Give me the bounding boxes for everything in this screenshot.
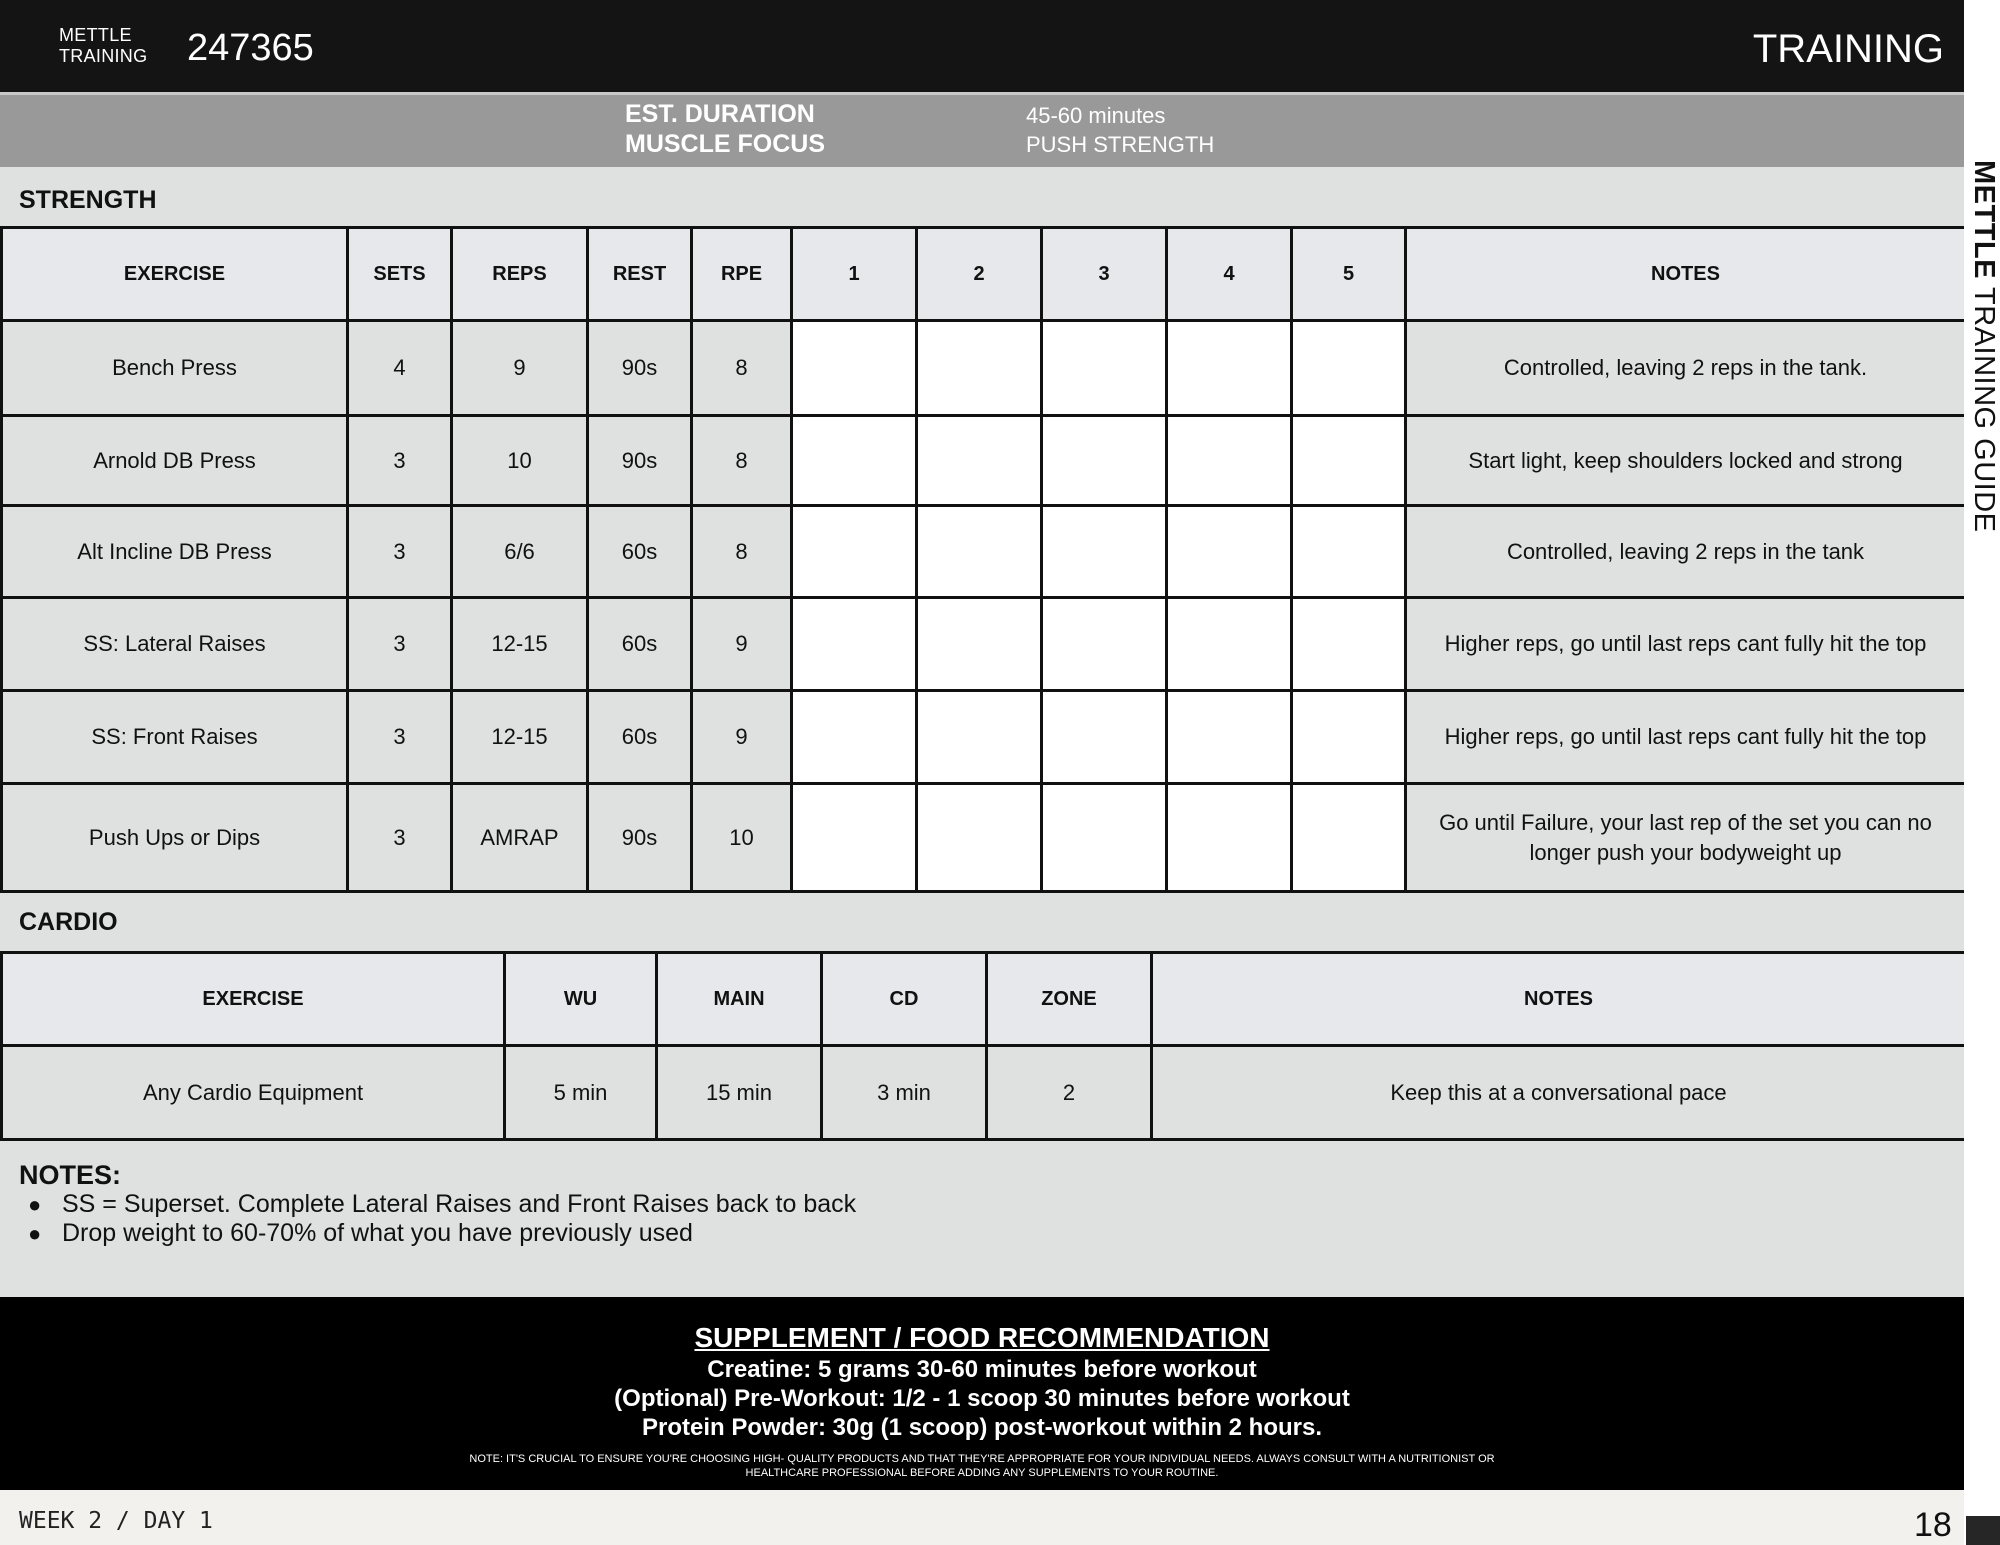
sets-value: 4 (348, 321, 452, 416)
supplement-title: SUPPLEMENT / FOOD RECOMMENDATION (694, 1322, 1270, 1353)
exercise-name: Bench Press (2, 321, 348, 416)
set-log-cell[interactable] (792, 416, 917, 506)
exercise-name: Any Cardio Equipment (2, 1046, 505, 1140)
info-bar (0, 95, 1964, 167)
col-notes: NOTES (1406, 228, 1966, 321)
set-log-cell[interactable] (1167, 691, 1292, 784)
exercise-notes: Go until Failure, your last rep of the set you can no longer push your bodyweight up (1406, 784, 1966, 892)
exercise-notes: Controlled, leaving 2 reps in the tank. (1406, 321, 1966, 416)
set-log-cell[interactable] (1292, 416, 1406, 506)
strength-section-title: STRENGTH (19, 186, 157, 214)
main-value: 15 min (657, 1046, 822, 1140)
table-row (2, 416, 1966, 506)
exercise-name: SS: Lateral Raises (2, 598, 348, 691)
cardio-section-title: CARDIO (19, 908, 118, 936)
brand-line-2: TRAINING (59, 46, 148, 66)
col-rpe: RPE (692, 228, 792, 321)
col-main: MAIN (657, 953, 822, 1046)
strength-header-row (2, 228, 1966, 321)
zone-value: 2 (987, 1046, 1152, 1140)
set-log-cell[interactable] (1167, 416, 1292, 506)
rpe-value: 9 (692, 691, 792, 784)
wu-value: 5 min (505, 1046, 657, 1140)
set-log-cell[interactable] (1042, 598, 1167, 691)
col-set-2: 2 (917, 228, 1042, 321)
page-number: 18 (1914, 1506, 1952, 1544)
exercise-notes: Start light, keep shoulders locked and strong (1406, 416, 1966, 506)
reps-value: 12-15 (452, 598, 588, 691)
set-log-cell[interactable] (1292, 598, 1406, 691)
exercise-notes: Controlled, leaving 2 reps in the tank (1406, 506, 1966, 598)
set-log-cell[interactable] (917, 321, 1042, 416)
set-log-cell[interactable] (792, 321, 917, 416)
set-log-cell[interactable] (1167, 784, 1292, 892)
col-set-1: 1 (792, 228, 917, 321)
table-row (2, 598, 1966, 691)
sets-value: 3 (348, 691, 452, 784)
col-sets: SETS (348, 228, 452, 321)
brand-line-1: METTLE (59, 25, 132, 45)
set-log-cell[interactable] (1292, 321, 1406, 416)
set-log-cell[interactable] (1042, 691, 1167, 784)
exercise-name: Alt Incline DB Press (2, 506, 348, 598)
sets-value: 3 (348, 784, 452, 892)
set-log-cell[interactable] (1042, 506, 1167, 598)
rest-value: 60s (588, 691, 692, 784)
set-log-cell[interactable] (917, 598, 1042, 691)
reps-value: AMRAP (452, 784, 588, 892)
list-item (28, 1190, 856, 1219)
notes-list (28, 1190, 856, 1248)
rpe-value: 8 (692, 416, 792, 506)
col-cd: CD (822, 953, 987, 1046)
supplement-disclaimer: NOTE: IT'S CRUCIAL TO ENSURE YOU'RE CHOOSING HIGH- QUALITY PRODUCTS AND THAT THEY'RE APPROPRIATE FOR YOUR INDIVIDUAL NEEDS. ALWAYS CONSULT WITH A NUTRITIONIST OR HEALTHCARE PROFESSIONAL BEFORE ADDING ANY SUPPLEMENTS TO YOUR ROUTINE. (469, 1453, 1495, 1479)
rpe-value: 8 (692, 506, 792, 598)
brand-logo (59, 25, 147, 67)
set-log-cell[interactable] (1292, 506, 1406, 598)
rest-value: 90s (588, 416, 692, 506)
rpe-value: 9 (692, 598, 792, 691)
set-log-cell[interactable] (1292, 691, 1406, 784)
program-code: 247365 (187, 27, 314, 69)
col-zone: ZONE (987, 953, 1152, 1046)
table-row (2, 506, 1966, 598)
rest-value: 60s (588, 598, 692, 691)
set-log-cell[interactable] (1042, 321, 1167, 416)
list-item (28, 1219, 856, 1248)
table-row (2, 691, 1966, 784)
set-log-cell[interactable] (792, 784, 917, 892)
reps-value: 9 (452, 321, 588, 416)
side-title-rest: TRAINING GUIDE (1968, 279, 2000, 533)
table-row (2, 784, 1966, 892)
col-exercise: EXERCISE (2, 228, 348, 321)
set-log-cell[interactable] (917, 784, 1042, 892)
rest-value: 90s (588, 784, 692, 892)
strength-table (0, 226, 1967, 893)
rpe-value: 10 (692, 784, 792, 892)
set-log-cell[interactable] (792, 598, 917, 691)
sets-value: 3 (348, 506, 452, 598)
exercise-name: Arnold DB Press (2, 416, 348, 506)
page-marker (1966, 1516, 2000, 1545)
col-exercise: EXERCISE (2, 953, 505, 1046)
note-text: Drop weight to 60-70% of what you have previously used (62, 1219, 693, 1247)
set-log-cell[interactable] (1167, 321, 1292, 416)
exercise-notes: Higher reps, go until last reps cant fully hit the top (1406, 598, 1966, 691)
supplement-line: Protein Powder: 30g (1 scoop) post-workout within 2 hours. (641, 1414, 1323, 1441)
set-log-cell[interactable] (1167, 506, 1292, 598)
set-log-cell[interactable] (792, 506, 917, 598)
header-bar (0, 0, 1964, 92)
focus-label: MUSCLE FOCUS (625, 130, 825, 158)
set-log-cell[interactable] (792, 691, 917, 784)
col-wu: WU (505, 953, 657, 1046)
bullet-icon: ● (28, 1221, 42, 1246)
table-row (2, 1046, 1966, 1140)
duration-value: 45-60 minutes (1026, 103, 1166, 128)
supplement-panel (0, 1297, 1964, 1490)
reps-value: 12-15 (452, 691, 588, 784)
side-title (1967, 160, 2000, 533)
set-log-cell[interactable] (917, 506, 1042, 598)
sets-value: 3 (348, 416, 452, 506)
col-rest: REST (588, 228, 692, 321)
cardio-header-row (2, 953, 1966, 1046)
exercise-name: Push Ups or Dips (2, 784, 348, 892)
supplement-line: (Optional) Pre-Workout: 1/2 - 1 scoop 30 minutes before workout (614, 1385, 1350, 1412)
col-set-4: 4 (1167, 228, 1292, 321)
supplement-line: Creatine: 5 grams 30-60 minutes before workout (707, 1356, 1257, 1383)
set-log-cell[interactable] (917, 416, 1042, 506)
set-log-cell[interactable] (1292, 784, 1406, 892)
sets-value: 3 (348, 598, 452, 691)
col-notes: NOTES (1152, 953, 1966, 1046)
rpe-value: 8 (692, 321, 792, 416)
cd-value: 3 min (822, 1046, 987, 1140)
set-log-cell[interactable] (1167, 598, 1292, 691)
table-row (2, 321, 1966, 416)
set-log-cell[interactable] (1042, 416, 1167, 506)
footer-bar (0, 1490, 1964, 1545)
cardio-table (0, 951, 1967, 1141)
set-log-cell[interactable] (1042, 784, 1167, 892)
col-set-5: 5 (1292, 228, 1406, 321)
week-day-label: WEEK 2 / DAY 1 (19, 1508, 213, 1534)
set-log-cell[interactable] (917, 691, 1042, 784)
rest-value: 60s (588, 506, 692, 598)
side-title-bold: METTLE (1968, 160, 2000, 279)
col-set-3: 3 (1042, 228, 1167, 321)
exercise-notes: Keep this at a conversational pace (1152, 1046, 1966, 1140)
exercise-name: SS: Front Raises (2, 691, 348, 784)
col-reps: REPS (452, 228, 588, 321)
reps-value: 10 (452, 416, 588, 506)
focus-value: PUSH STRENGTH (1026, 132, 1215, 157)
notes-title: NOTES: (19, 1160, 122, 1190)
exercise-notes: Higher reps, go until last reps cant fully hit the top (1406, 691, 1966, 784)
rest-value: 90s (588, 321, 692, 416)
duration-label: EST. DURATION (625, 100, 815, 128)
reps-value: 6/6 (452, 506, 588, 598)
note-text: SS = Superset. Complete Lateral Raises and Front Raises back to back (62, 1190, 857, 1218)
bullet-icon: ● (28, 1192, 42, 1217)
page-title: TRAINING (1752, 27, 1944, 71)
